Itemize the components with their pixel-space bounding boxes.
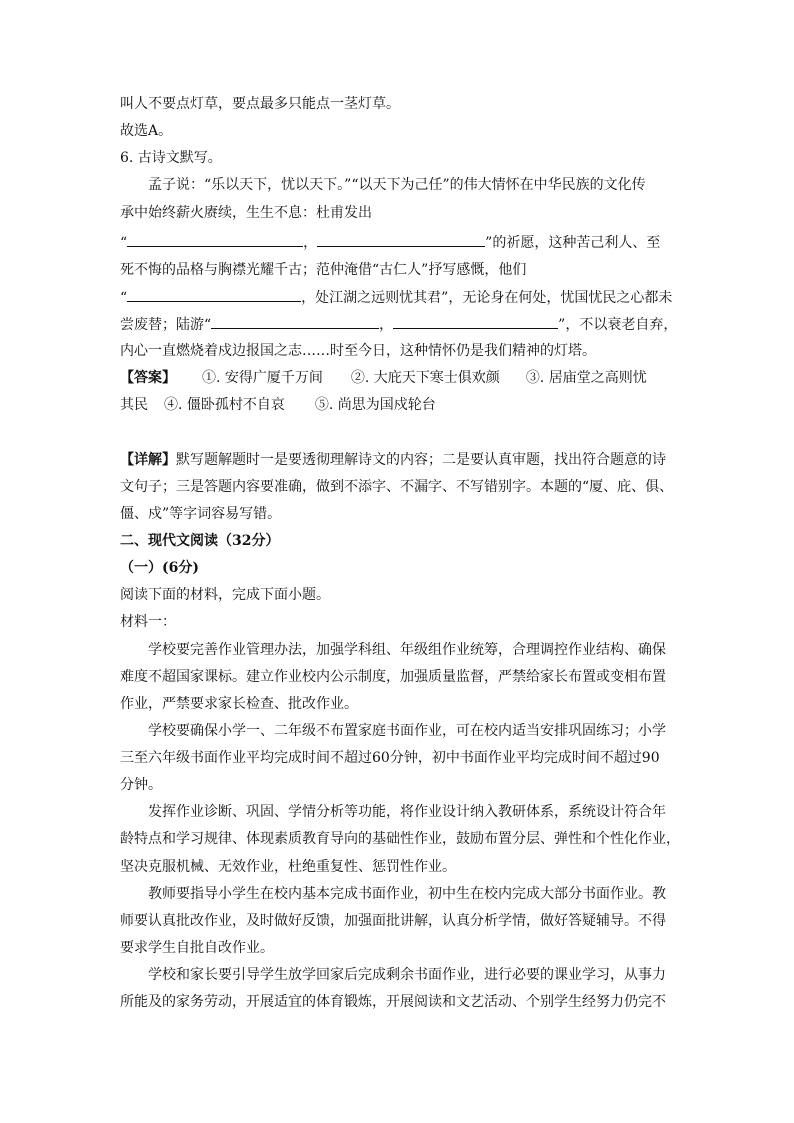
detail-text: 默写题解题时一是要透彻理解诗文的内容；二是要认真审题，找出符合题意的诗	[176, 452, 666, 468]
text-line: 学校要完善作业管理办法，加强学科组、年级组作业统筹，合理调控作业结构、确保	[148, 642, 666, 658]
answer-item: ②. 大庇天下寒士俱欢颜	[350, 370, 500, 386]
text-fragment: “	[120, 235, 128, 251]
detail-label: 【详解】	[120, 452, 176, 468]
material-label: 材料一：	[120, 614, 176, 630]
detail-line	[120, 450, 666, 470]
text-line: 教师要指导小学生在校内基本完成书面作业，初中生在校内完成大部分书面作业。教	[148, 886, 666, 902]
text-fragment: “	[120, 290, 128, 306]
fill-in-line	[120, 314, 677, 335]
text-fragment: ”，不以衰老自弃，	[558, 317, 678, 333]
answer-item: ③. 居庙堂之高则忧	[525, 370, 647, 386]
instruction: 阅读下面的材料，完成下面小题。	[120, 587, 330, 603]
text-line: 所能及的家务劳动，开展适宜的体育锻炼，开展阅读和文艺活动、个别学生经努力仍完不	[120, 994, 666, 1010]
text-fragment: ，	[303, 235, 318, 251]
text-line: 死不悔的品格与胸襟光耀千古；范仲淹借“古仁人”抒写感慨，他们	[120, 262, 527, 278]
text-line: 发挥作业诊断、巩固、学情分析等功能，将作业设计纳入教研体系，系统设计符合年	[148, 804, 666, 820]
text-line: 孟子说：“乐以天下，忧以天下。”“以天下为己任”的伟大情怀在中华民族的文化传	[148, 177, 646, 193]
text-line: 作业，严禁要求家长检查、批改作业。	[120, 696, 358, 712]
text-line: 文句子；三是答题内容要准确，做到不添字、不漏字、不写错别字。本题的“厦、庇、俱、	[120, 479, 674, 495]
text-fragment: ”的祈愿，这种苦己利人、至	[485, 235, 661, 251]
text-fragment: 尝废替；陆游“	[120, 317, 212, 333]
text-line: 学校和家长要引导学生放学回家后完成剩余书面作业，进行必要的课业学习，从事力	[148, 967, 666, 983]
text-fragment: ，处江湖之远则忧其君”，无论身在何处，忧国忧民之心都未	[301, 290, 673, 306]
fill-in-line	[120, 287, 672, 308]
text-line: 学校要确保小学一、二年级不布置家庭书面作业，可在校内适当安排巩固练习；小学	[148, 723, 666, 739]
subsection-heading: （一）(6分)	[120, 560, 199, 576]
blank-2[interactable]	[317, 232, 485, 247]
text-line: 承中始终薪火赓续，生生不息：杜甫发出	[120, 205, 372, 221]
text-line: 坚决克服机械、无效作业，杜绝重复性、惩罚性作业。	[120, 859, 456, 875]
text-line: 故选A。	[120, 123, 173, 139]
answer-line	[120, 395, 436, 415]
text-fragment: ，	[379, 317, 394, 333]
blank-3[interactable]	[127, 287, 301, 302]
fill-in-line	[120, 232, 660, 253]
section-heading: 二、现代文阅读（32分）	[120, 533, 280, 549]
text-line: 要求学生自批自改作业。	[120, 940, 274, 956]
answer-item: ①. 安得广厦千万间	[202, 370, 323, 386]
blank-5[interactable]	[393, 314, 558, 329]
text-line: 师要认真批改作业，及时做好反馈，加强面批讲解，认真分析学情，做好答疑辅导。不得	[120, 913, 666, 929]
answer-line	[120, 368, 647, 388]
text-line: 三至六年级书面作业平均完成时间不超过60分钟，初中书面作业平均完成时间不超过90	[120, 750, 660, 766]
text-line: 龄特点和学习规律、体现素质教育导向的基础性作业，鼓励布置分层、弹性和个性化作业，	[120, 831, 680, 847]
text-line: 难度不超国家课标。建立作业校内公示制度，加强质量监督，严禁给家长布置或变相布置	[120, 669, 666, 685]
text-line: 叫人不要点灯草，要点最多只能点一茎灯草。	[120, 96, 400, 112]
answer-item: ⑤. 尚思为国戍轮台	[314, 397, 436, 413]
answer-item: 其民	[120, 397, 148, 413]
text-line: 分钟。	[120, 777, 162, 793]
text-line: 僵、戍”等字词容易写错。	[120, 506, 282, 522]
blank-4[interactable]	[211, 314, 379, 329]
answer-item: ④. 僵卧孤村不自哀	[164, 397, 285, 413]
text-line: 内心一直燃烧着戍边报国之志……时至今日，这种情怀仍是我们精神的灯塔。	[120, 343, 596, 359]
blank-1[interactable]	[127, 232, 303, 247]
answer-label: 【答案】	[120, 370, 176, 386]
question-title: 6. 古诗文默写。	[120, 150, 222, 166]
